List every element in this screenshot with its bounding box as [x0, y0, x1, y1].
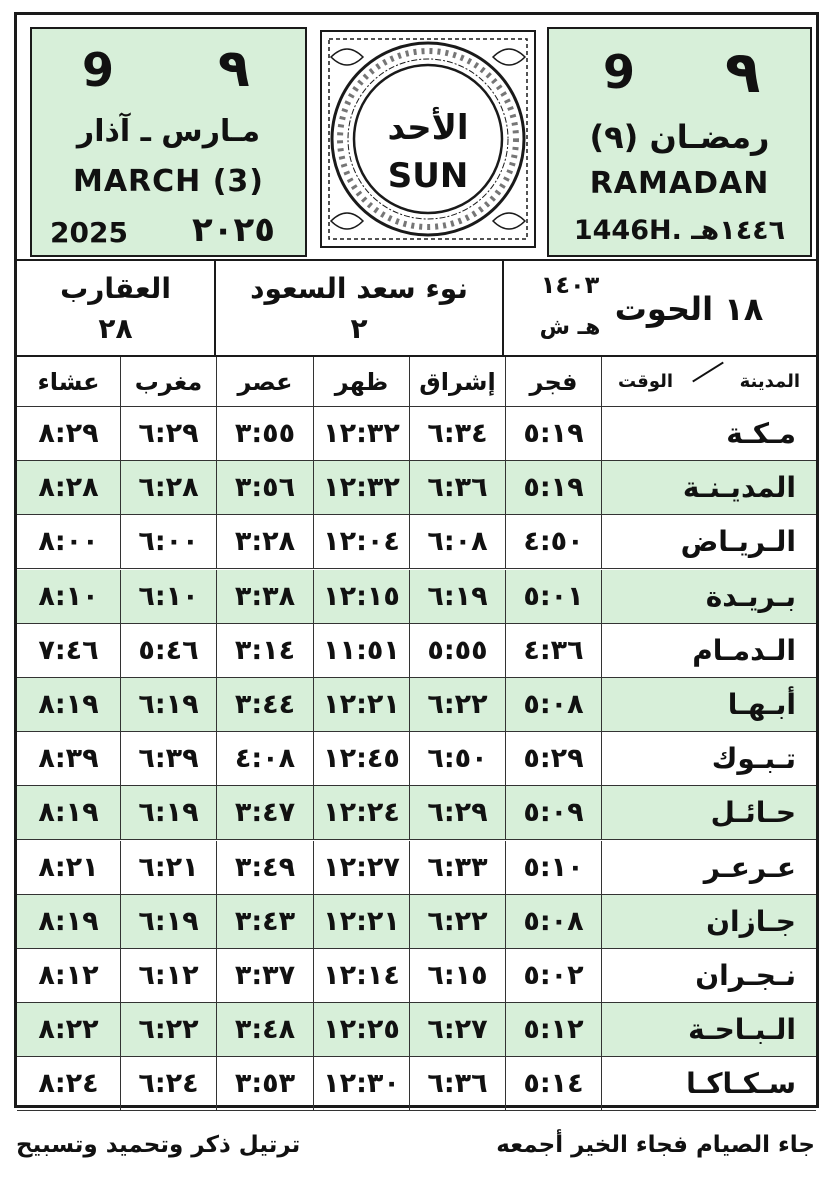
prayer-time-cell: ٥:١٩: [505, 407, 601, 460]
gregorian-month-english: MARCH (3): [72, 164, 265, 199]
divider-slash-icon: [692, 362, 724, 383]
prayer-time-cell: ٦:٢٢: [409, 678, 505, 731]
prayer-time-cell: ٣:٤٩: [216, 841, 313, 894]
table-row: [17, 895, 816, 949]
city-name: نـجـران: [601, 949, 816, 1002]
hijri-year: 1446H. ١٤٤٦هـ: [573, 215, 786, 246]
header-0: فجر: [505, 357, 601, 406]
prayer-time-cell: ٦:٢٩: [120, 407, 216, 460]
prayer-time-cell: ٣:٣٨: [216, 570, 313, 623]
prayer-time-cell: ٥:٤٦: [120, 624, 216, 677]
table-row: [17, 841, 816, 895]
prayer-time-cell: ١٢:٣٢: [313, 407, 409, 460]
day-emblem: [317, 27, 539, 251]
city-name: عـرعـر: [601, 841, 816, 894]
prayer-time-cell: ٥:٠٨: [505, 678, 601, 731]
prayer-time-cell: ١٢:٢١: [313, 895, 409, 948]
hijri-month-english: RAMADAN: [589, 166, 770, 201]
prayer-time-cell: ٨:٢٤: [38, 1068, 99, 1100]
prayer-time-cell: ٥:٠٨: [505, 895, 601, 948]
astronomy-info-row: [17, 259, 816, 357]
prayer-time-cell: ٦:٣٤: [409, 407, 505, 460]
prayer-time-cell: ١٢:١٥: [313, 570, 409, 623]
day-name-english: SUN: [387, 156, 469, 196]
prayer-time-cell: ٦:١٩: [120, 786, 216, 839]
table-row: [17, 732, 816, 786]
burj-name: ١٨ الحوت: [614, 290, 764, 328]
prayer-time-cell: ٦:٢١: [120, 841, 216, 894]
prayer-time-cell: ٦:١٩: [120, 895, 216, 948]
city-name: بـريـدة: [601, 570, 816, 623]
table-row: [17, 570, 816, 624]
prayer-time-cell: ٥:١٩: [505, 461, 601, 514]
city-name: حـائـل: [601, 786, 816, 839]
solar-year: ١٤٠٣: [540, 271, 600, 299]
city-name: الـريـاض: [601, 515, 816, 568]
prayer-time-cell: ٦:٣٣: [409, 841, 505, 894]
prayer-time-cell: ٦:٣٦: [409, 1057, 505, 1110]
prayer-time-cell: ٦:٠٠: [120, 515, 216, 568]
prayer-time-cell: ١٢:٢١: [313, 678, 409, 731]
prayer-time-cell: ٥:٠١: [505, 570, 601, 623]
prayer-time-cell: ٨:٢٨: [38, 472, 99, 504]
table-row: [17, 1003, 816, 1057]
header-4: مغرب: [120, 357, 216, 406]
table-header-row: [17, 357, 816, 407]
hijri-day-latin: 9: [603, 45, 636, 99]
prayer-time-cell: ٦:١٥: [409, 949, 505, 1002]
prayer-time-cell: ٥:١٢: [505, 1003, 601, 1056]
prayer-time-cell: ٣:٤٤: [216, 678, 313, 731]
prayer-time-cell: ٥:٠٩: [505, 786, 601, 839]
prayer-time-cell: ٤:٥٠: [505, 515, 601, 568]
gregorian-date-panel: [30, 27, 307, 257]
hijri-date-panel: [547, 27, 812, 257]
prayer-time-cell: ١٢:٣٢: [313, 461, 409, 514]
city-name: المديـنـة: [601, 461, 816, 514]
prayer-time-cell: ٥:١٠: [505, 841, 601, 894]
prayer-time-cell: ٥:٠٢: [505, 949, 601, 1002]
city-name: تـبـوك: [601, 732, 816, 785]
prayer-time-cell: ١٢:٤٥: [313, 732, 409, 785]
calendar-page: [14, 12, 819, 1108]
prayer-time-cell: ٦:٣٩: [120, 732, 216, 785]
prayer-time-cell: ١٢:٠٤: [313, 515, 409, 568]
season-name: العقارب: [60, 272, 171, 305]
gregorian-day-arabic: ٩: [218, 39, 250, 99]
prayer-time-cell: ٣:٥٣: [216, 1057, 313, 1110]
prayer-time-cell: ٨:١٩: [38, 797, 99, 829]
prayer-time-cell: ٥:١٤: [505, 1057, 601, 1110]
prayer-time-cell: ٧:٤٦: [38, 634, 99, 666]
prayer-time-cell: ٨:٢٢: [38, 1014, 99, 1046]
prayer-time-cell: ٨:١٩: [38, 905, 99, 937]
prayer-time-cell: ٣:٢٨: [216, 515, 313, 568]
prayer-time-cell: ٣:٣٧: [216, 949, 313, 1002]
table-row: [17, 624, 816, 678]
prayer-time-cell: ٨:٢٩: [38, 418, 99, 449]
header-city-label: المدينة: [739, 371, 800, 392]
prayer-time-cell: ٦:٥٠: [409, 732, 505, 785]
naw-title: نوء سعد السعود: [250, 272, 468, 305]
gregorian-day-latin: 9: [82, 43, 115, 97]
table-row: [17, 678, 816, 732]
prayer-time-cell: ١٢:٢٧: [313, 841, 409, 894]
prayer-time-cell: ٨:١٩: [38, 689, 99, 720]
naw-day: ٢: [350, 312, 368, 345]
prayer-time-cell: ٣:١٤: [216, 624, 313, 677]
prayer-time-cell: ٦:١٩: [120, 678, 216, 731]
header-corner: [601, 357, 816, 406]
header-5: عشاء: [37, 367, 100, 396]
season-cell: [17, 261, 214, 355]
city-name: أبـهـا: [601, 678, 816, 731]
header-3: عصر: [216, 357, 313, 406]
prayer-time-cell: ٦:١٩: [409, 570, 505, 623]
header-1: إشراق: [409, 357, 505, 406]
prayer-time-cell: ١٢:٣٠: [313, 1057, 409, 1110]
prayer-time-cell: ٦:٢٨: [120, 461, 216, 514]
prayer-time-cell: ٣:٥٦: [216, 461, 313, 514]
prayer-time-cell: ٦:٢٧: [409, 1003, 505, 1056]
hijri-month-arabic: رمضـان (٩): [589, 118, 770, 156]
header-2: ظهر: [313, 357, 409, 406]
prayer-time-cell: ٨:٠٠: [38, 526, 99, 558]
gregorian-month-arabic: مـارس ـ آذار: [76, 114, 261, 149]
day-name-arabic: الأحد: [387, 108, 469, 148]
prayer-time-cell: ١٢:٢٥: [313, 1003, 409, 1056]
city-name: مـكـة: [601, 407, 816, 460]
prayer-time-cell: ٦:٣٦: [409, 461, 505, 514]
prayer-time-cell: ٥:٢٩: [505, 732, 601, 785]
prayer-time-cell: ٤:٠٨: [216, 732, 313, 785]
prayer-time-cell: ٦:٢٤: [120, 1057, 216, 1110]
prayer-time-cell: ٨:٣٩: [38, 743, 99, 775]
table-row: [17, 515, 816, 569]
table-row: [17, 949, 816, 1003]
header-time-label: الوقت: [618, 371, 674, 392]
table-row: [17, 786, 816, 840]
prayer-time-cell: ٦:٢٢: [120, 1003, 216, 1056]
prayer-time-cell: ٦:١٠: [120, 570, 216, 623]
prayer-time-cell: ٤:٣٦: [505, 624, 601, 677]
city-name: سـكـاكـا: [601, 1057, 816, 1110]
city-name: جـازان: [601, 895, 816, 948]
prayer-time-cell: ٦:٠٨: [409, 515, 505, 568]
table-row: [17, 1057, 816, 1111]
prayer-time-cell: ٦:٢٩: [409, 786, 505, 839]
prayer-time-cell: ٦:١٢: [120, 949, 216, 1002]
prayer-time-cell: ٥:٥٥: [409, 624, 505, 677]
verse-right: جاء الصيام فجاء الخير أجمعه: [496, 1132, 815, 1158]
city-name: الـدمـام: [601, 624, 816, 677]
prayer-time-cell: ١٢:١٤: [313, 949, 409, 1002]
season-day: ٢٨: [98, 312, 133, 345]
prayer-time-cell: ٨:٢١: [38, 851, 99, 883]
prayer-time-cell: ٣:٤٧: [216, 786, 313, 839]
solar-suffix: هـ ش: [539, 315, 601, 340]
burj-cell: [502, 261, 816, 355]
prayer-time-cell: ١٢:٢٤: [313, 786, 409, 839]
prayer-time-cell: ٣:٤٨: [216, 1003, 313, 1056]
prayer-time-cell: ٣:٥٥: [216, 407, 313, 460]
hijri-day-arabic: ٩: [725, 38, 761, 106]
prayer-time-cell: ٨:١٠: [38, 580, 99, 612]
table-row: [17, 461, 816, 515]
table-row: [17, 407, 816, 461]
prayer-time-cell: ١١:٥١: [313, 624, 409, 677]
city-name: الـبـاحـة: [601, 1003, 816, 1056]
prayer-time-cell: ٦:٢٢: [409, 895, 505, 948]
verse-left: ترتيل ذكر وتحميد وتسبيح: [16, 1132, 301, 1158]
gregorian-year-latin: 2025: [50, 216, 128, 249]
prayer-time-cell: ٨:١٢: [38, 960, 99, 991]
gregorian-year-arabic: ٢٠٢٥: [192, 210, 276, 250]
prayer-time-cell: ٣:٤٣: [216, 895, 313, 948]
